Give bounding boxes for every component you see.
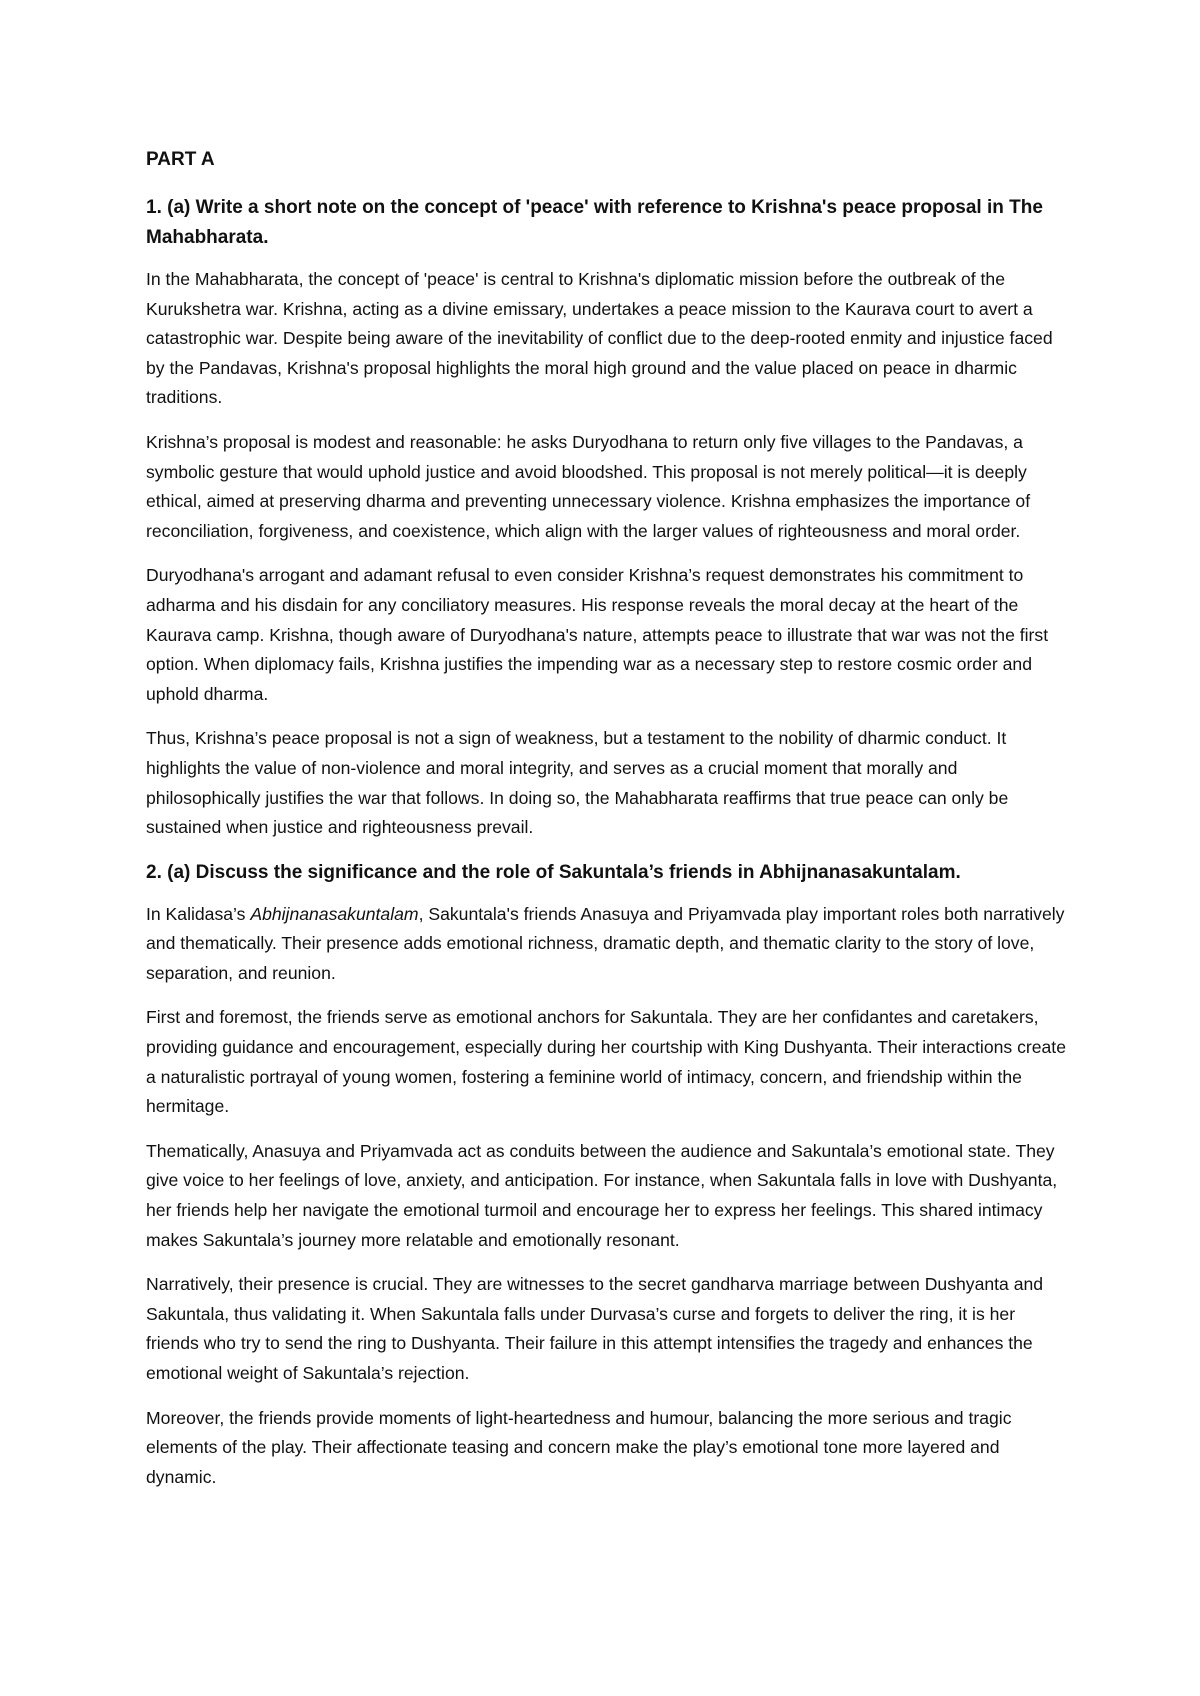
q2-paragraph-4: Moreover, the friends provide moments of light-heartedness and humour, balancing the more serious and tragic elements of the play. Their affectionate teasing and concern make the play’s emotional tone more layered and dynamic.: [146, 1407, 1012, 1487]
q1-paragraph-1: In the Mahabharata, the concept of 'peace' is central to Krishna's diplomatic mission before the outbreak of the Kurukshetra war. Krishna, acting as a divine emissary, undertakes a peace mission to the Kaurava court to avert a catastrophic war. Despite being aware of the inevitability of conflict due to the deep-rooted enmity and injustice faced by the Pandavas, Krishna's proposal highlights the moral high ground and the value placed on peace in dharmic traditions.: [146, 269, 1053, 408]
q2-paragraph-2: Thematically, Anasuya and Priyamvada act as conduits between the audience and Sakuntala’s emotional state. They give voice to her feelings of love, anxiety, and anticipation. For instance, when Sakuntala falls in love with Dushyanta, her friends help her navigate the emotional turmoil and encourage her to express her feelings. This shared intimacy makes Sakuntala’s journey more relatable and emotionally resonant.: [146, 1140, 1058, 1250]
q2-intro-rest: , Sakuntala's friends Anasuya and Priyamvada play important roles both narratively and thematically. Their presence adds emotional richness, dramatic depth, and thematic clarity to the story of love, separation, and reunion.: [146, 903, 1065, 983]
question-1-heading: 1. (a) Write a short note on the concept of 'peace' with reference to Krishna's peace proposal in The Mahabharata.: [146, 197, 1043, 248]
question-2-heading: 2. (a) Discuss the significance and the role of Sakuntala’s friends in Abhijnanasakuntalam.: [146, 861, 961, 883]
play-title: Abhijnanasakuntalam: [250, 903, 419, 924]
q2-paragraph-intro: [146, 900, 1066, 989]
q2-paragraph-3: Narratively, their presence is crucial. They are witnesses to the secret gandharva marriage between Dushyanta and Sakuntala, thus validating it. When Sakuntala falls under Durvasa’s curse and forgets to deliver the ring, it is her friends who try to send the ring to Dushyanta. Their failure in this attempt intensifies the tragedy and enhances the emotional weight of Sakuntala’s rejection.: [146, 1274, 1044, 1383]
q2-paragraph-1: First and foremost, the friends serve as emotional anchors for Sakuntala. They are her confidantes and caretakers, providing guidance and encouragement, especially during her courtship with King Dushyanta. Their interactions create a naturalistic portrayal of young women, fostering a feminine world of intimacy, concern, and friendship within the hermitage.: [146, 1007, 1066, 1117]
document-page: [146, 145, 1066, 1507]
q1-paragraph-4: Thus, Krishna’s peace proposal is not a sign of weakness, but a testament to the nobility of dharmic conduct. It highlights the value of non-violence and moral integrity, and serves as a crucial moment that morally and philosophically justifies the war that follows. In doing so, the Mahabharata reaffirms that true peace can only be sustained when justice and righteousness prevail.: [146, 728, 1009, 838]
q1-paragraph-3: Duryodhana's arrogant and adamant refusal to even consider Krishna’s request demonstrates his commitment to adharma and his disdain for any conciliatory measures. His response reveals the moral decay at the heart of the Kaurava camp. Krishna, though aware of Duryodhana's nature, attempts peace to illustrate that war was not the first option. When diplomacy fails, Krishna justifies the impending war as a necessary step to restore cosmic order and uphold dharma.: [146, 565, 1049, 704]
q1-paragraph-2: Krishna’s proposal is modest and reasonable: he asks Duryodhana to return only five villages to the Pandavas, a symbolic gesture that would uphold justice and avoid bloodshed. This proposal is not merely political—it is deeply ethical, aimed at preserving dharma and preventing unnecessary violence. Krishna emphasizes the importance of reconciliation, forgiveness, and coexistence, which align with the larger values of righteousness and moral order.: [146, 431, 1031, 541]
part-heading: PART A: [146, 149, 215, 170]
q2-intro-prefix: In Kalidasa’s: [146, 903, 251, 924]
